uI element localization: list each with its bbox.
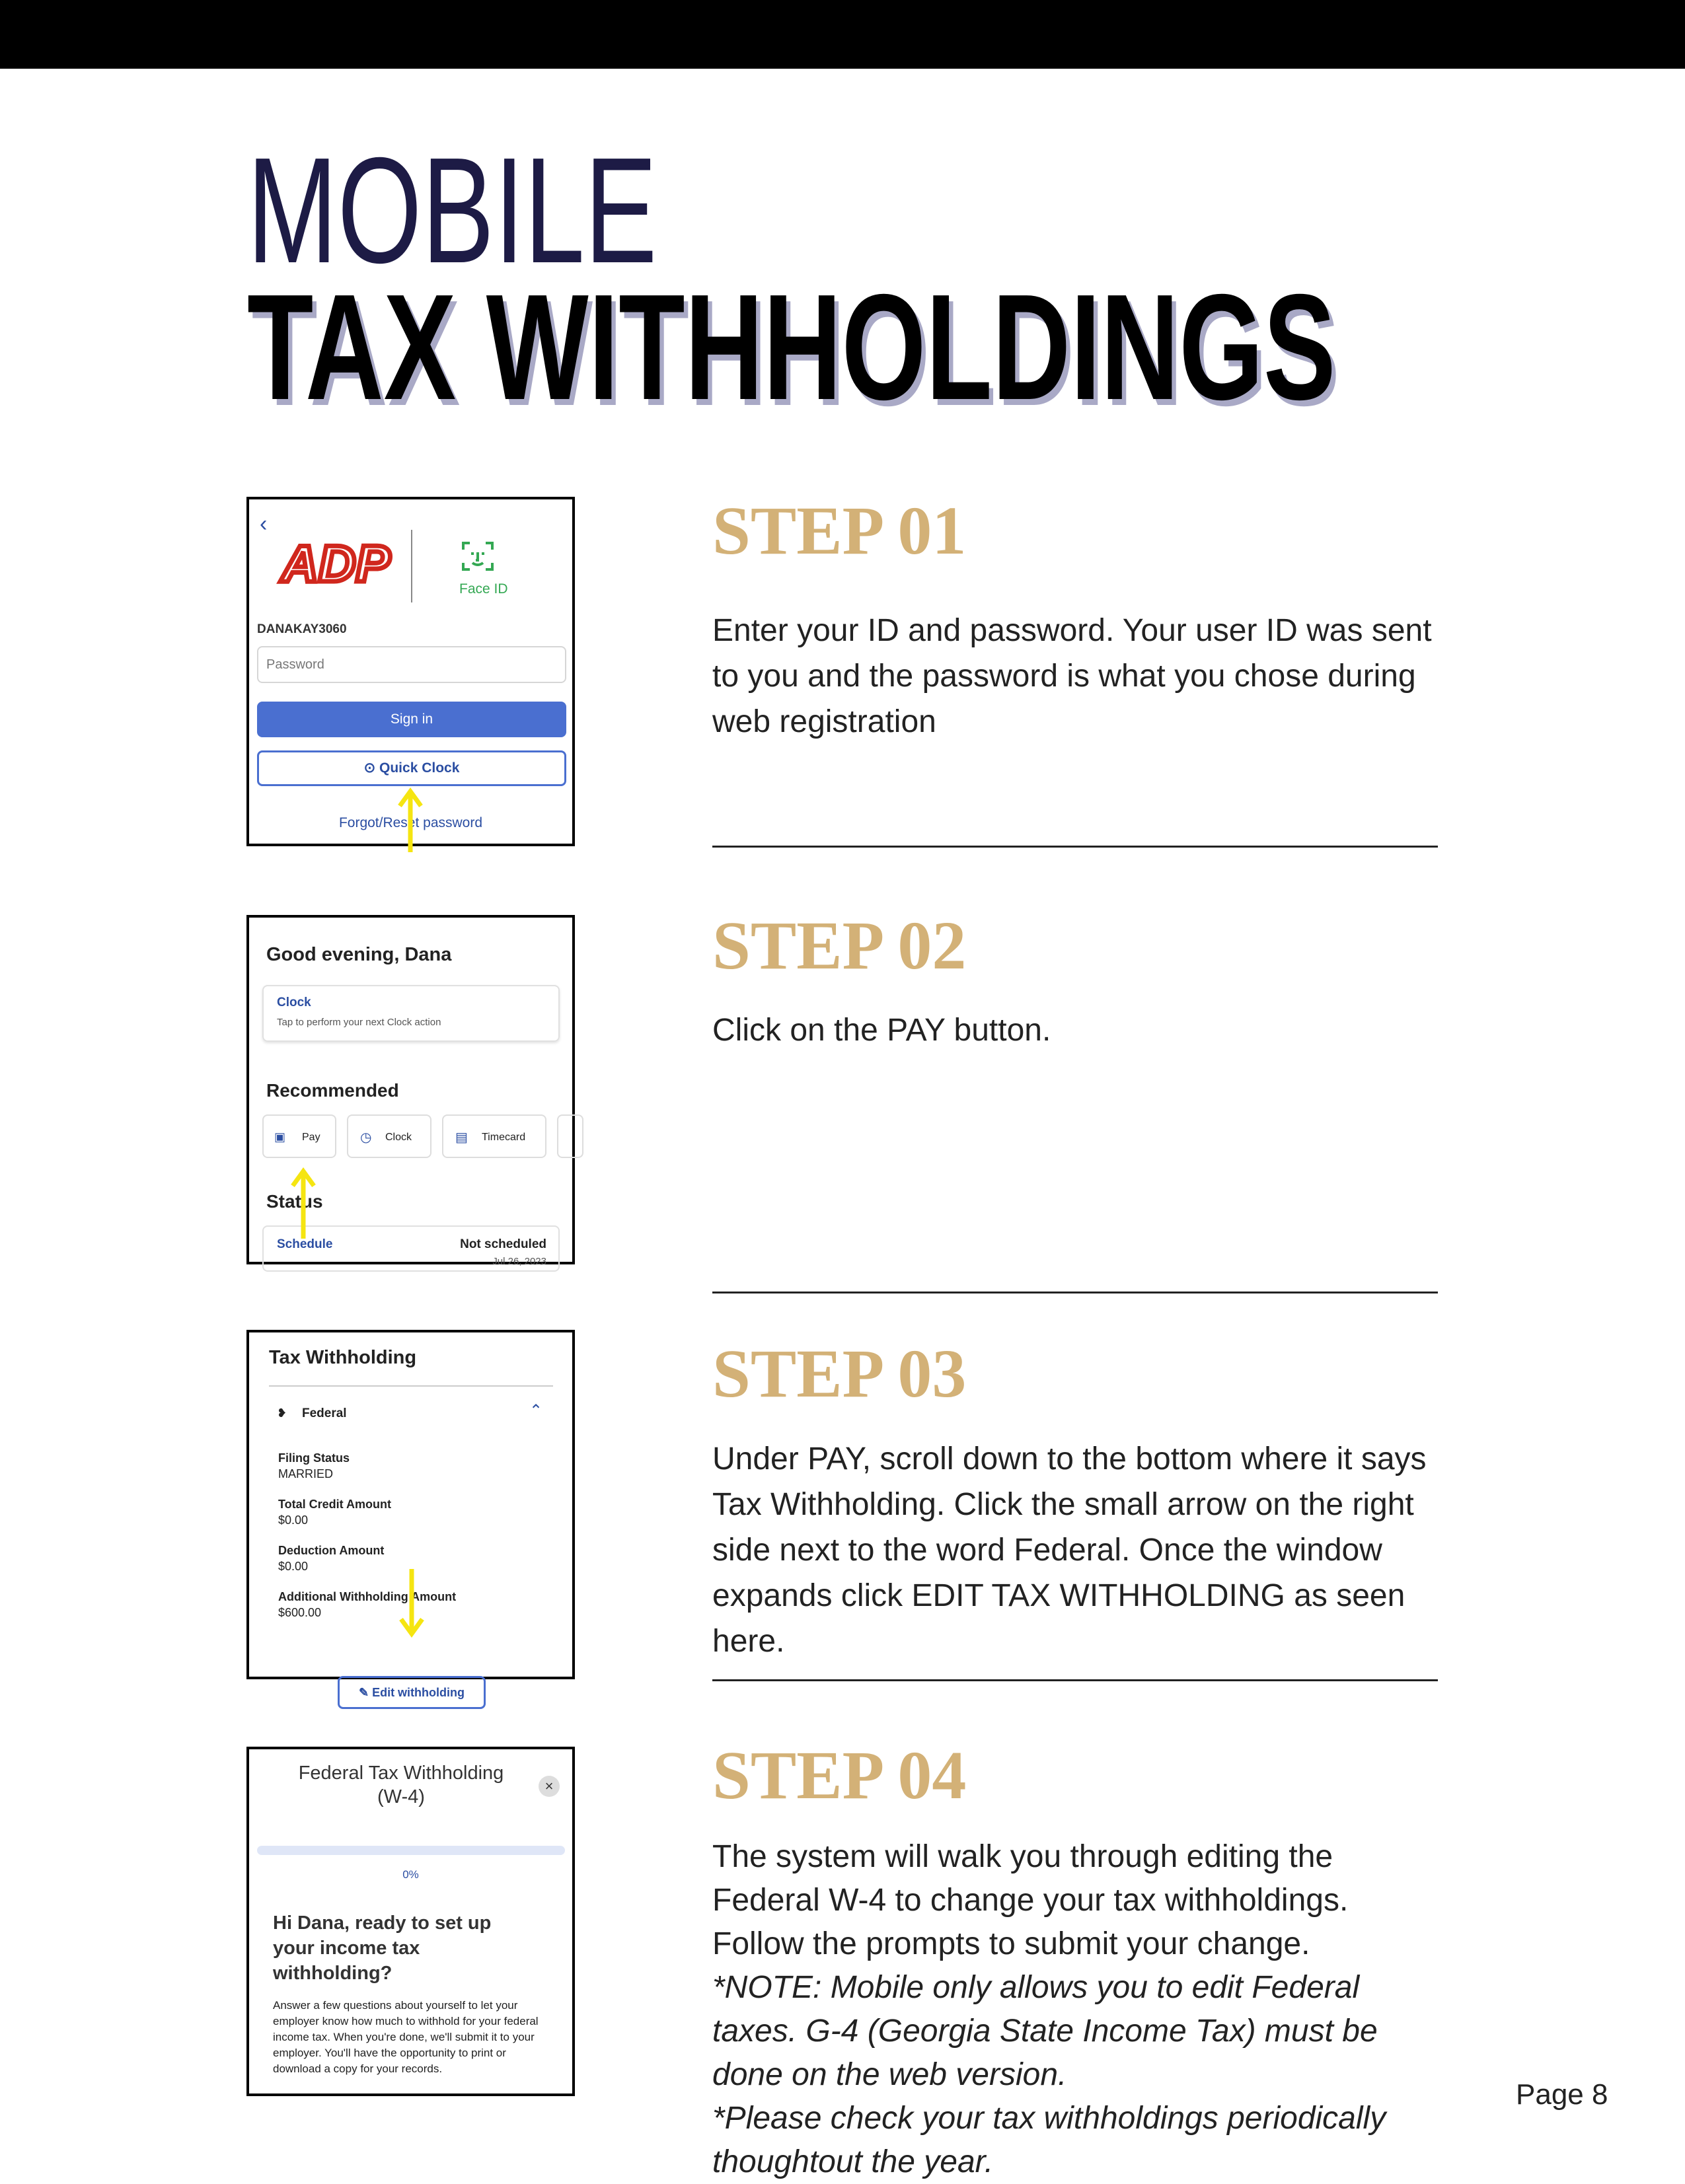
quick-clock-button[interactable] [257, 750, 566, 786]
step1-screenshot-login [246, 497, 575, 846]
password-input[interactable] [257, 646, 566, 683]
face-id-label: Face ID [459, 581, 508, 597]
total-credit-label: Total Credit Amount [278, 1498, 391, 1511]
additional-withholding-value: $600.00 [278, 1606, 322, 1619]
schedule-date: Jul 26, 2023 [492, 1256, 546, 1267]
back-icon[interactable]: ‹ [260, 511, 268, 536]
step3-text: Under PAY, scroll down to the bottom where it says Tax Withholding. Click the small arrow on the right side next to the word Federal. Once the window expands click EDIT TAX WITHHOLDING as seen here. [712, 1441, 1427, 1659]
user-id-label: DANAKAY3060 [257, 622, 347, 636]
filing-status-label: Filing Status [278, 1451, 350, 1465]
sign-in-label: Sign in [390, 711, 433, 727]
highlight-arrow-down [397, 1568, 426, 1639]
clock-chip[interactable] [347, 1114, 431, 1158]
close-icon[interactable] [539, 1776, 560, 1797]
step3-heading: STEP 03 [712, 1336, 967, 1412]
progress-track [257, 1846, 565, 1855]
step4-text-block [712, 1835, 1446, 2184]
w4-heading: Hi Dana, ready to set up your income tax withholding? [273, 1912, 492, 1984]
face-id-icon[interactable] [461, 539, 495, 573]
step2-screenshot-home [246, 915, 575, 1267]
progress-label: 0% [402, 1868, 419, 1881]
clock-card-subtitle: Tap to perform your next Clock action [277, 1017, 441, 1028]
timecard-icon: ▤ [455, 1130, 468, 1145]
filing-status-value: MARRIED [278, 1467, 334, 1480]
timecard-chip-label: Timecard [482, 1132, 526, 1143]
pay-chip[interactable] [262, 1114, 336, 1158]
title-tax-withholdings: TAX WITHHOLDINGS [247, 264, 1336, 431]
additional-withholding-label: Additional Withholding Amount [278, 1590, 457, 1603]
clock-chip-label: Clock [385, 1132, 412, 1143]
step2-divider [712, 1292, 1438, 1293]
top-bar [0, 0, 1685, 69]
edit-withholding-button[interactable] [338, 1676, 486, 1709]
title-mobile: MOBILE [247, 127, 657, 295]
total-credit-value: $0.00 [278, 1513, 309, 1527]
clock-card[interactable] [262, 985, 560, 1042]
step2-heading: STEP 02 [712, 908, 967, 984]
recommended-heading: Recommended [266, 1080, 399, 1101]
pay-chip-label: Pay [302, 1132, 320, 1143]
logo-divider [411, 530, 412, 602]
federal-label: Federal [302, 1406, 347, 1420]
quick-clock-text: Quick Clock [379, 760, 460, 776]
step1-text: Enter your ID and password. Your user ID was sent to you and the password is what you chose during web registration [712, 613, 1432, 739]
edit-withholding-text: Edit withholding [372, 1686, 465, 1699]
adp-logo [281, 534, 391, 593]
not-scheduled-label: Not scheduled [460, 1237, 546, 1251]
quick-clock-label: ⊙ Quick Clock [363, 760, 460, 776]
w4-description: Answer a few questions about yourself to let your employer know how much to withhold for your federal income tax. When you're done, we'll submit it to your employer. You'll have the opportunity to print or download a copy for your records. [273, 1999, 539, 2075]
step4-note-federal-only: *NOTE: Mobile only allows you to edit Federal taxes. G-4 (Georgia State Income Tax) must be done on the web version. [712, 1970, 1378, 2092]
password-placeholder: Password [266, 657, 324, 672]
schedule-label: Schedule [277, 1237, 333, 1251]
status-heading: Status [266, 1191, 323, 1212]
clock-icon: ◷ [360, 1130, 372, 1145]
title-divider [269, 1385, 553, 1387]
w4-title-line1: Federal Tax Withholding [298, 1763, 504, 1784]
step3-screenshot-tax-withholding [246, 1330, 575, 1699]
step4-text: The system will walk you through editing the Federal W-4 to change your tax withholdings. Follow the prompts to submit your change. [712, 1839, 1349, 1961]
deduction-value: $0.00 [278, 1560, 309, 1573]
step1-divider [712, 846, 1438, 848]
w4-title-line2: (W-4) [377, 1786, 425, 1807]
close-glyph: × [544, 1778, 554, 1794]
forgot-password-link[interactable]: Forgot/Reset password [338, 815, 483, 830]
more-chip[interactable] [557, 1114, 583, 1158]
step3-divider [712, 1679, 1438, 1681]
tax-withholding-title: Tax Withholding [269, 1347, 417, 1368]
greeting: Good evening, Dana [266, 944, 452, 965]
step4-heading: STEP 04 [712, 1737, 967, 1813]
page-number: Page 8 [1516, 2078, 1608, 2111]
pay-icon: ▣ [274, 1130, 286, 1144]
timecard-chip[interactable] [442, 1114, 546, 1158]
highlight-arrow-up [289, 1167, 318, 1240]
deduction-label: Deduction Amount [278, 1544, 385, 1557]
step4-note-check-periodically: *Please check your tax withholdings periodically thoughtout the year. [712, 2101, 1386, 2179]
edit-withholding-label: ✎ Edit withholding [358, 1686, 465, 1699]
highlight-arrow-up [396, 787, 425, 854]
step4-screenshot-w4 [246, 1747, 575, 2096]
step2-text: Click on the PAY button. [712, 1013, 1051, 1048]
federal-eagle-icon: ❥ [277, 1406, 287, 1420]
sign-in-button[interactable] [257, 702, 566, 737]
svg-text:ADP: ADP [281, 534, 391, 593]
step1-heading: STEP 01 [712, 493, 967, 569]
clock-card-title: Clock [277, 996, 311, 1009]
chevron-up-icon[interactable]: ⌃ [529, 1402, 543, 1420]
